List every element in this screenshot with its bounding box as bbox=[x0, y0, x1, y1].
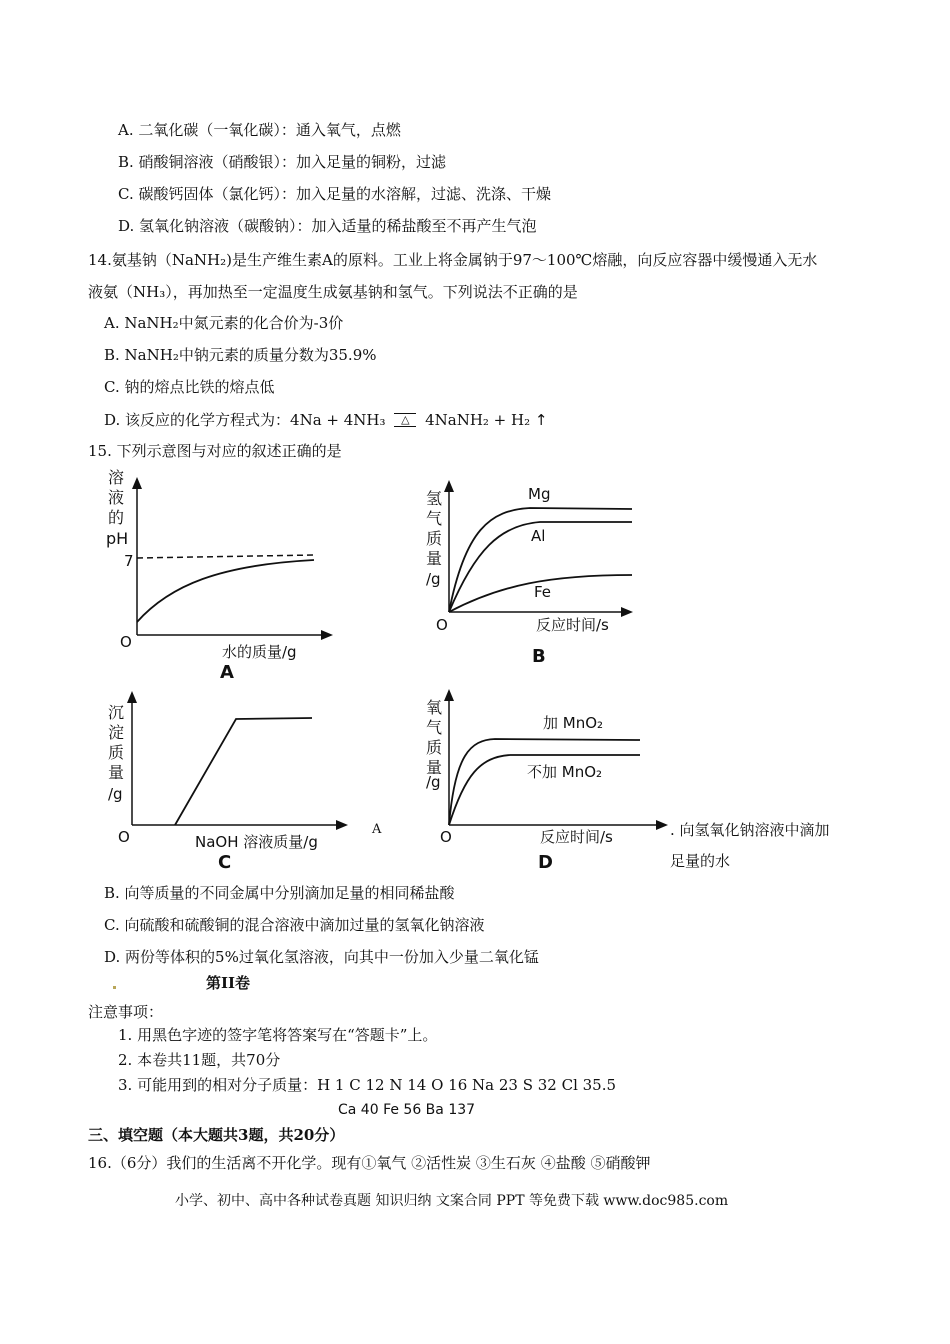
chart-d-origin: O bbox=[440, 828, 452, 846]
chart-d-xlabel: 反应时间/s bbox=[540, 828, 613, 846]
chart-d-ylabel-2: 气 bbox=[426, 718, 443, 737]
note-2: 2. 本卷共11题，共70分 bbox=[118, 1051, 281, 1069]
chart-c-xlabel: NaOH 溶液质量/g bbox=[195, 833, 318, 851]
notes-heading: 注意事项： bbox=[88, 1003, 164, 1021]
note-3: 3. 可能用到的相对分子质量：H 1 C 12 N 14 O 16 Na 23 S 32 Cl 35.5 bbox=[118, 1076, 617, 1094]
chart-a-y-arrow-icon bbox=[132, 477, 142, 489]
chart-d-ylabel-4: 量 bbox=[426, 758, 443, 777]
chart-b-ylabel-3: 质 bbox=[426, 529, 443, 548]
chart-a-ph7-dashed-line bbox=[137, 555, 315, 558]
chart-b-xlabel: 反应时间/s bbox=[536, 616, 609, 634]
q14-stem-line2: 液氨（NH₃），再加热至一定温度生成氨基钠和氢气。下列说法不正确的是 bbox=[88, 283, 578, 301]
q16-stem: 16.（6分）我们的生活离不开化学。现有①氧气 ②活性炭 ③生石灰 ④盐酸 ⑤硝酸钾 bbox=[88, 1154, 651, 1172]
chart-a-tick-7: 7 bbox=[124, 552, 134, 570]
q15-stem: 15. 下列示意图与对应的叙述正确的是 bbox=[88, 442, 342, 460]
chart-a-curve bbox=[137, 560, 314, 622]
chart-b-panel-label: B bbox=[532, 646, 546, 667]
q15-option-b: B. 向等质量的不同金属中分别滴加足量的相同稀盐酸 bbox=[104, 884, 455, 902]
q14-stem-line1: 14.氨基钠（NaNH₂)是生产维生素A的原料。工业上将金属钠于97～100℃熔融，向反应容器中缓慢通入无水 bbox=[88, 251, 818, 269]
chart-a-ylabel-1: 溶 bbox=[108, 468, 125, 487]
q13-option-d: D. 氢氧化钠溶液（碳酸钠）：加入适量的稀盐酸至不再产生气泡 bbox=[118, 217, 537, 235]
gas-up-arrow-icon: ↑ bbox=[534, 411, 548, 429]
chart-c-y-arrow-icon bbox=[127, 691, 137, 703]
chart-d-ylabel-3: 质 bbox=[426, 738, 443, 757]
chart-c-x-arrow-icon bbox=[336, 820, 348, 830]
q14-option-d-suffix: 4NaNH₂ + H₂ bbox=[425, 411, 531, 429]
chart-b bbox=[420, 470, 680, 690]
chart-b-label-mg: Mg bbox=[528, 485, 551, 503]
q15-option-a-line1: . 向氢氧化钠溶液中滴加 bbox=[670, 821, 830, 839]
q15-option-a-letter: A bbox=[372, 822, 382, 837]
note-1: 1. 用黑色字迹的签字笔将答案写在“答题卡”上。 bbox=[118, 1026, 438, 1044]
chart-c-origin: O bbox=[118, 828, 130, 846]
chart-c-ylabel-4: 量 bbox=[108, 763, 125, 782]
chart-b-label-al: Al bbox=[531, 527, 546, 545]
section3-heading: 三、填空题（本大题共3题，共20分） bbox=[88, 1126, 345, 1144]
chart-c-ylabel-1: 沉 bbox=[108, 703, 125, 722]
q14-option-b: B. NaNH₂中钠元素的质量分数为35.9% bbox=[104, 346, 377, 364]
chart-b-label-fe: Fe bbox=[534, 583, 552, 601]
chart-b-y-arrow-icon bbox=[444, 480, 454, 492]
page-footer: 小学、初中、高中各种试卷真题 知识归纳 文案合同 PPT 等免费下载 www.doc985.com bbox=[175, 1193, 729, 1209]
q13-option-a: A. 二氧化碳（一氧化碳）：通入氧气，点燃 bbox=[118, 121, 401, 139]
chart-d-series-with-mno2 bbox=[449, 739, 640, 825]
chart-b-ylabel-1: 氢 bbox=[426, 489, 443, 508]
chart-b-ylabel-4: 量 bbox=[426, 549, 443, 568]
chart-a-x-arrow-icon bbox=[321, 630, 333, 640]
q15-option-d: D. 两份等体积的5%过氧化氢溶液，向其中一份加入少量二氧化锰 bbox=[104, 948, 539, 966]
chart-d-label-with-mno2: 加 MnO₂ bbox=[543, 714, 604, 732]
chart-a-xlabel: 水的质量/g bbox=[222, 643, 297, 661]
q14-option-c: C. 钠的熔点比铁的熔点低 bbox=[104, 378, 275, 396]
chart-c-precipitate-line bbox=[175, 718, 312, 825]
chart-a-ylabel-3: 的 bbox=[108, 508, 125, 527]
chart-d-ylabel-1: 氧 bbox=[426, 698, 443, 717]
chart-c-panel-label: C bbox=[218, 852, 232, 873]
heat-condition-symbol: △ bbox=[394, 413, 416, 427]
q14-option-a: A. NaNH₂中氮元素的化合价为-3价 bbox=[104, 314, 344, 332]
chart-d-label-without-mno2: 不加 MnO₂ bbox=[527, 763, 603, 781]
chart-b-origin: O bbox=[436, 616, 448, 634]
q14-option-d-prefix: D. 该反应的化学方程式为：4Na + 4NH₃ bbox=[104, 411, 386, 429]
chart-c-ylabel-2: 淀 bbox=[108, 723, 125, 742]
chart-c-ylabel-5: /g bbox=[108, 785, 123, 803]
chart-b-x-arrow-icon bbox=[621, 607, 633, 617]
chart-a-ylabel-2: 液 bbox=[108, 488, 125, 507]
chart-c-ylabel-3: 质 bbox=[108, 743, 125, 762]
bullet-dot-icon bbox=[113, 986, 116, 989]
chart-d bbox=[420, 685, 680, 875]
atomic-masses-line2: Ca 40 Fe 56 Ba 137 bbox=[338, 1102, 476, 1118]
chart-d-ylabel-5: /g bbox=[426, 773, 441, 791]
chart-b-ylabel-2: 气 bbox=[426, 509, 443, 528]
chart-a-ylabel-4: pH bbox=[106, 529, 129, 548]
chart-b-ylabel-5: /g bbox=[426, 570, 441, 588]
q13-option-c: C. 碳酸钙固体（氯化钙）：加入足量的水溶解，过滤、洗涤、干燥 bbox=[118, 185, 551, 203]
q13-option-b: B. 硝酸铜溶液（硝酸银）：加入足量的铜粉，过滤 bbox=[118, 153, 447, 171]
chart-d-y-arrow-icon bbox=[444, 689, 454, 701]
chart-a bbox=[100, 465, 360, 685]
chart-d-x-arrow-icon bbox=[656, 820, 668, 830]
q15-option-a-line2: 足量的水 bbox=[670, 852, 731, 870]
q14-option-d bbox=[104, 410, 547, 430]
chart-a-origin: O bbox=[120, 633, 132, 651]
chart-d-panel-label: D bbox=[538, 852, 553, 873]
chart-c bbox=[100, 685, 370, 875]
q15-option-c: C. 向硫酸和硫酸铜的混合溶液中滴加过量的氢氧化钠溶液 bbox=[104, 916, 485, 934]
chart-a-panel-label: A bbox=[220, 662, 234, 683]
part2-title: 第II卷 bbox=[206, 974, 251, 992]
